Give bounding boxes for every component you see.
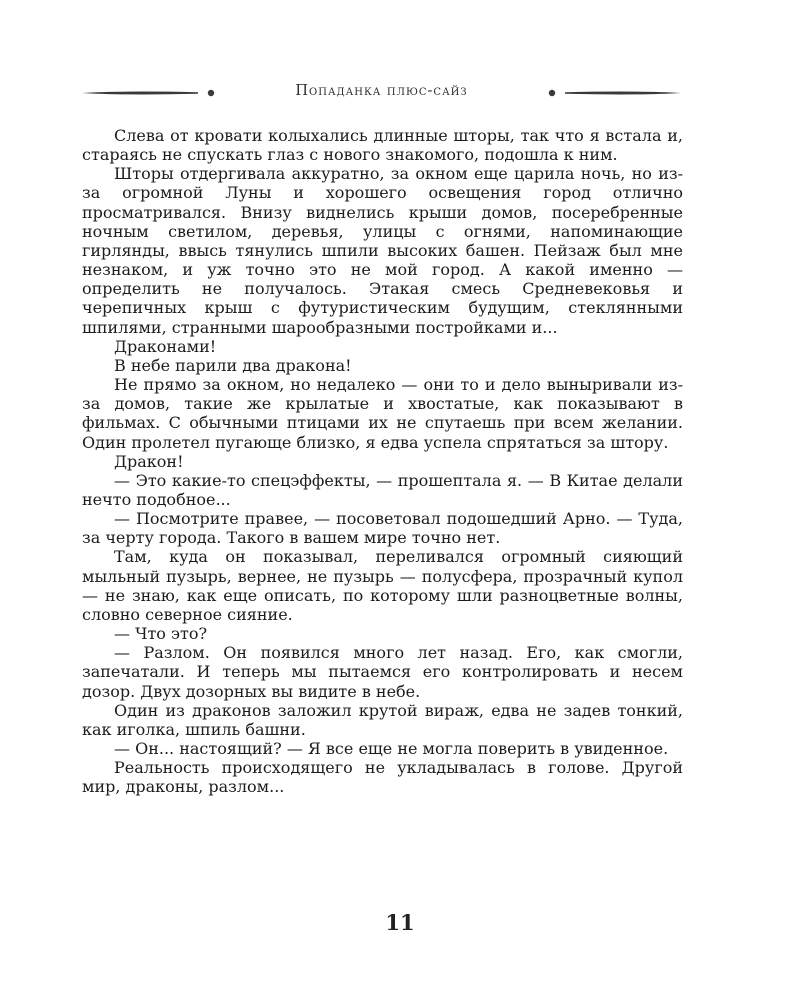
running-header (80, 80, 683, 106)
paragraph: — Разлом. Он появился много лет назад. Его, как смогли, запечатали. И теперь мы пытаемся его контролировать и несем дозор. Двух дозорных вы видите в небе. (82, 643, 683, 701)
paragraph: В небе парили два дракона! (114, 355, 352, 375)
ornament-line-right-icon (545, 86, 683, 100)
paragraph: Один из драконов заложил крутой вираж, едва не задев тонкий, как иголка, шпиль башни. (82, 700, 683, 739)
paragraph: Дракон! (114, 451, 184, 471)
paragraph: — Посмотрите правее, — посоветовал подошедший Арно. — Туда, за черту города. Такого в вашем мире точно нет. (82, 509, 683, 548)
paragraph: Драконами! (114, 336, 217, 356)
paragraph: — Что это? (114, 624, 208, 644)
paragraph: Там, куда он показывал, переливался огромный сияющий мыльный пузырь, вернее, не пузырь — полусфера, прозрачный купол — не знаю, как еще описать, по которому шли разноцветные волны, словно северное сияние. (82, 547, 683, 624)
paragraph: Реальность происходящего не укладывалась в голове. Другой мир, драконы, разлом... (82, 758, 683, 797)
paragraph: Слева от кровати колыхались длинные шторы, так что я встала и, стараясь не спускать глаз с нового знакомого, подошла к ним. (82, 126, 683, 165)
paragraph: — Он... настоящий? — Я все еще не могла поверить в увиденное. (114, 739, 669, 758)
page-body (82, 126, 683, 796)
paragraph: — Это какие-то спецэффекты, — прошептала я. — В Китае делали нечто подобное... (82, 470, 683, 509)
running-title: Попаданка плюс-сайз (295, 83, 468, 99)
paragraph: Не прямо за окном, но недалеко — они то и дело выныривали из-за домов, такие же крылатые и хвостатые, как показывают в фильмах. С обычными птицами их не спутаешь при всем желании. Один пролетел пугающе близко, я едва успела спрятаться за штору. (82, 375, 683, 452)
page-number: 11 (385, 910, 415, 935)
paragraph: Шторы отдергивала аккуратно, за окном еще царила ночь, но из-за огромной Луны и хорошего освещения город отлично просматривался. Внизу виднелись крыши домов, посеребренные ночным светилом, деревья, улицы с огнями, напоминающие гирлянды, ввысь тянулись шпили высоких башен. Пейзаж был мне незнаком, и уж точно это не мой город. А какой именно — определить не получалось. Этакая смесь Средневековья и черепичных крыш с футуристическим будущим, стеклянными шпилями, странными шарообразными постройками и... (82, 164, 683, 337)
